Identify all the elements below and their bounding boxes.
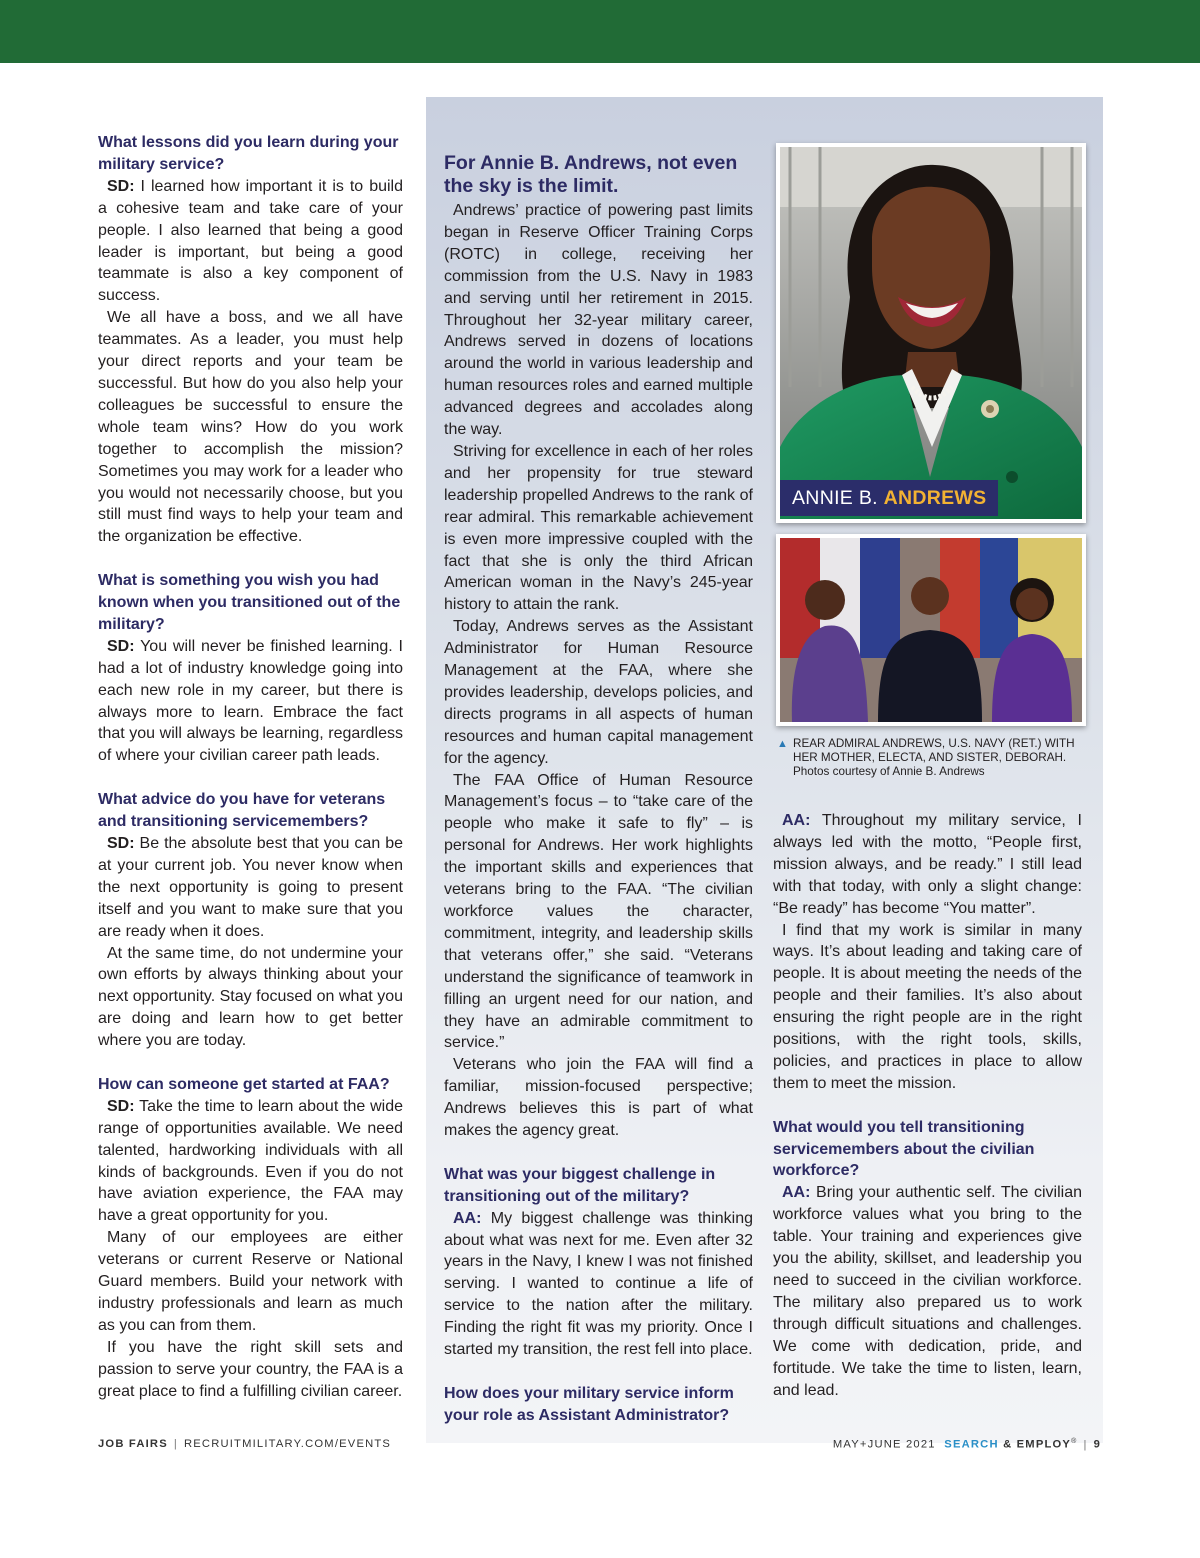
answer-paragraph: At the same time, do not undermine your own efforts by always thinking about your next opportunity. Stay focused on what you are doing and learn how to get better where you are today.: [98, 944, 403, 1050]
speaker-label: SD:: [107, 1097, 135, 1115]
answer-paragraph: [98, 1096, 403, 1227]
photo-credit: Photos courtesy of Annie B. Andrews: [793, 765, 985, 778]
answer-paragraph: Many of our employees are either veterans or current Reserve or National Guard members. Build your network with industry professionals and learn as much as you can from them.: [98, 1229, 403, 1334]
speaker-label: AA:: [782, 1184, 811, 1202]
left-column: [98, 132, 403, 1403]
family-photo: [776, 534, 1086, 726]
question-heading: What advice do you have for veterans and transitioning servicemembers?: [98, 791, 386, 831]
portrait-illustration: [780, 147, 1082, 519]
answer-paragraph: We all have a boss, and we all have teammates. As a leader, you must help your direct reports and your team be successful. But how do you also help your colleagues be successful to ensure the whole team wins? How do you work together to accomplish the mission? Sometimes you may work for a leader who you would not necessarily choose, but you still must find ways to help your team and the organization be effective.: [98, 309, 403, 546]
caption-text: REAR ADMIRAL ANDREWS, U.S. NAVY (RET.) WITH HER MOTHER, ELECTA, AND SISTER, DEBORAH.: [793, 737, 1075, 764]
middle-column: [444, 152, 753, 1427]
name-first: ANNIE B.: [792, 487, 878, 509]
page-number: 9: [1093, 1438, 1101, 1451]
body-paragraph: Veterans who join the FAA will find a familiar, mission-focused perspective; Andrews believes this is part of what makes the agency great.: [444, 1056, 753, 1140]
answer-text: You will never be finished learning. I had a lot of industry knowledge going into each new role in my career, but there is always more to learn. Embrace the fact that you will always be learning, regardless of where your civilian career path leads.: [98, 637, 403, 765]
answer-text: Take the time to learn about the wide range of opportunities available. We need talented, hardworking individuals with all kinds of backgrounds. Even if you do not have aviation experience, the FAA may have a great opportunity for you.: [98, 1097, 404, 1225]
answer-paragraph: [98, 636, 403, 767]
question-heading: What was your biggest challenge in transitioning out of the military?: [444, 1165, 716, 1205]
family-photo-illustration: [780, 538, 1082, 722]
footer-section-label: JOB FAIRS: [98, 1438, 168, 1450]
answer-paragraph: [773, 810, 1082, 920]
speaker-label: AA:: [782, 812, 811, 829]
body-paragraph: Andrews’ practice of powering past limits began in Reserve Officer Training Corps (ROTC) in college, receiving her commission from the U.S. Navy in 1983 and serving until her retirement in 2015. Throughout her 32-year military career, Andrews served in dozens of locations around the world in various leadership and human resources roles and earned multiple advanced degrees and accolades along the way.: [444, 202, 753, 439]
answer-text: Bring your authentic self. The civilian workforce values what you bring to the table. Your training and experiences give you the ability, skillset, and leadership you need to succeed in the civilian workforce. The military also prepared us to work through difficult situations and challenges. We come with dedication, pride, and fortitude. We take the time to listen, learn, and lead.: [773, 1184, 1083, 1399]
body-paragraph: Today, Andrews serves as the Assistant Administrator for Human Resource Management at the FAA, where she provides leadership, develops policies, and directs programs in all aspects of human resources and human capital management for the agency.: [444, 618, 753, 767]
question-heading: How does your military service inform your role as Assistant Administrator?: [444, 1384, 734, 1424]
footer-right: [833, 1438, 1101, 1451]
question-heading: What would you tell transitioning servicemembers about the civilian workforce?: [773, 1118, 1035, 1180]
registered-mark: ®: [1071, 1438, 1078, 1445]
question-heading: What lessons did you learn during your military service?: [98, 134, 399, 173]
photo-caption: [777, 737, 1087, 779]
speaker-label: SD:: [107, 637, 135, 655]
body-paragraph: Striving for excellence in each of her roles and her propensity for true steward leadership propelled Andrews to the rank of rear admiral. This remarkable achievement is even more impressive coupled with the fact that she is only the third African American woman in the Navy’s 245-year history to attain the rank.: [444, 442, 753, 614]
right-column: [773, 810, 1082, 1401]
name-plate: [780, 480, 998, 516]
question-heading: What is something you wish you had known when you transitioned out of the military?: [98, 572, 401, 633]
caption-triangle-icon: ▲: [777, 738, 788, 750]
answer-paragraph: [98, 176, 403, 307]
body-paragraph: The FAA Office of Human Resource Management’s focus – to “take care of the people who make it safe to fly” – is personal for Andrews. Her work highlights the important skills and experiences that veterans bring to the FAA. “The civilian workforce values the character, commitment, integrity, and leadership skills that veterans offer,” she said. “Veterans understand the significance of teamwork in filling an urgent need for our nation, and they have an admirable commitment to service.”: [444, 771, 753, 1052]
footer-url[interactable]: RECRUITMILITARY.COM/EVENTS: [183, 1438, 392, 1450]
answer-text: My biggest challenge was thinking about what was next for me. Even after 32 years in the Navy, I knew I was not finished serving. I wanted to continue a life of service to the nation after the military. Finding the right fit was my priority. Once I started my transition, the rest fell into place.: [444, 1209, 753, 1359]
name-last: ANDREWS: [883, 487, 987, 509]
answer-text: Throughout my military service, I always led with the motto, “People first, mission always, and be ready.” I still lead with that today, with only a slight change: “Be ready” has become “You matter”.: [773, 812, 1082, 917]
speaker-label: AA:: [453, 1209, 482, 1227]
answer-paragraph: [444, 1208, 753, 1361]
footer-separator: |: [1083, 1438, 1088, 1451]
answer-text: Be the absolute best that you can be at your current job. You never know when the next opportunity is going to present itself and you want to make sure that you are ready when it does.: [98, 834, 403, 940]
answer-text: I learned how important it is to build a cohesive team and take care of your people. I also learned that being a good leader is important, but being a good teammate is also a key component of success.: [98, 177, 403, 305]
sidebar-headline: For Annie B. Andrews, not even the sky is the limit.: [444, 152, 738, 197]
answer-paragraph: If you have the right skill sets and passion to serve your country, the FAA is a great place to find a fulfilling civilian career.: [98, 1338, 403, 1400]
question-heading: How can someone get started at FAA?: [98, 1075, 390, 1093]
speaker-label: SD:: [107, 834, 135, 852]
answer-paragraph: [98, 833, 403, 943]
portrait-photo: [776, 143, 1086, 523]
footer-separator: |: [173, 1438, 178, 1450]
answer-paragraph: I find that my work is similar in many ways. It’s about leading and taking care of people. It is about meeting the needs of the people and their families. It’s also about ensuring the right people are in the right positions, with the right tools, skills, policies, and practices in place to allow them to meet the mission.: [773, 921, 1082, 1092]
footer-left: [98, 1438, 391, 1450]
brand-search: SEARCH: [944, 1438, 999, 1451]
answer-paragraph: [773, 1182, 1082, 1401]
speaker-label: SD:: [107, 177, 135, 195]
brand-employ: & EMPLOY: [1003, 1438, 1072, 1451]
issue-date: MAY+JUNE 2021: [832, 1438, 936, 1451]
header-bar: [0, 0, 1200, 63]
